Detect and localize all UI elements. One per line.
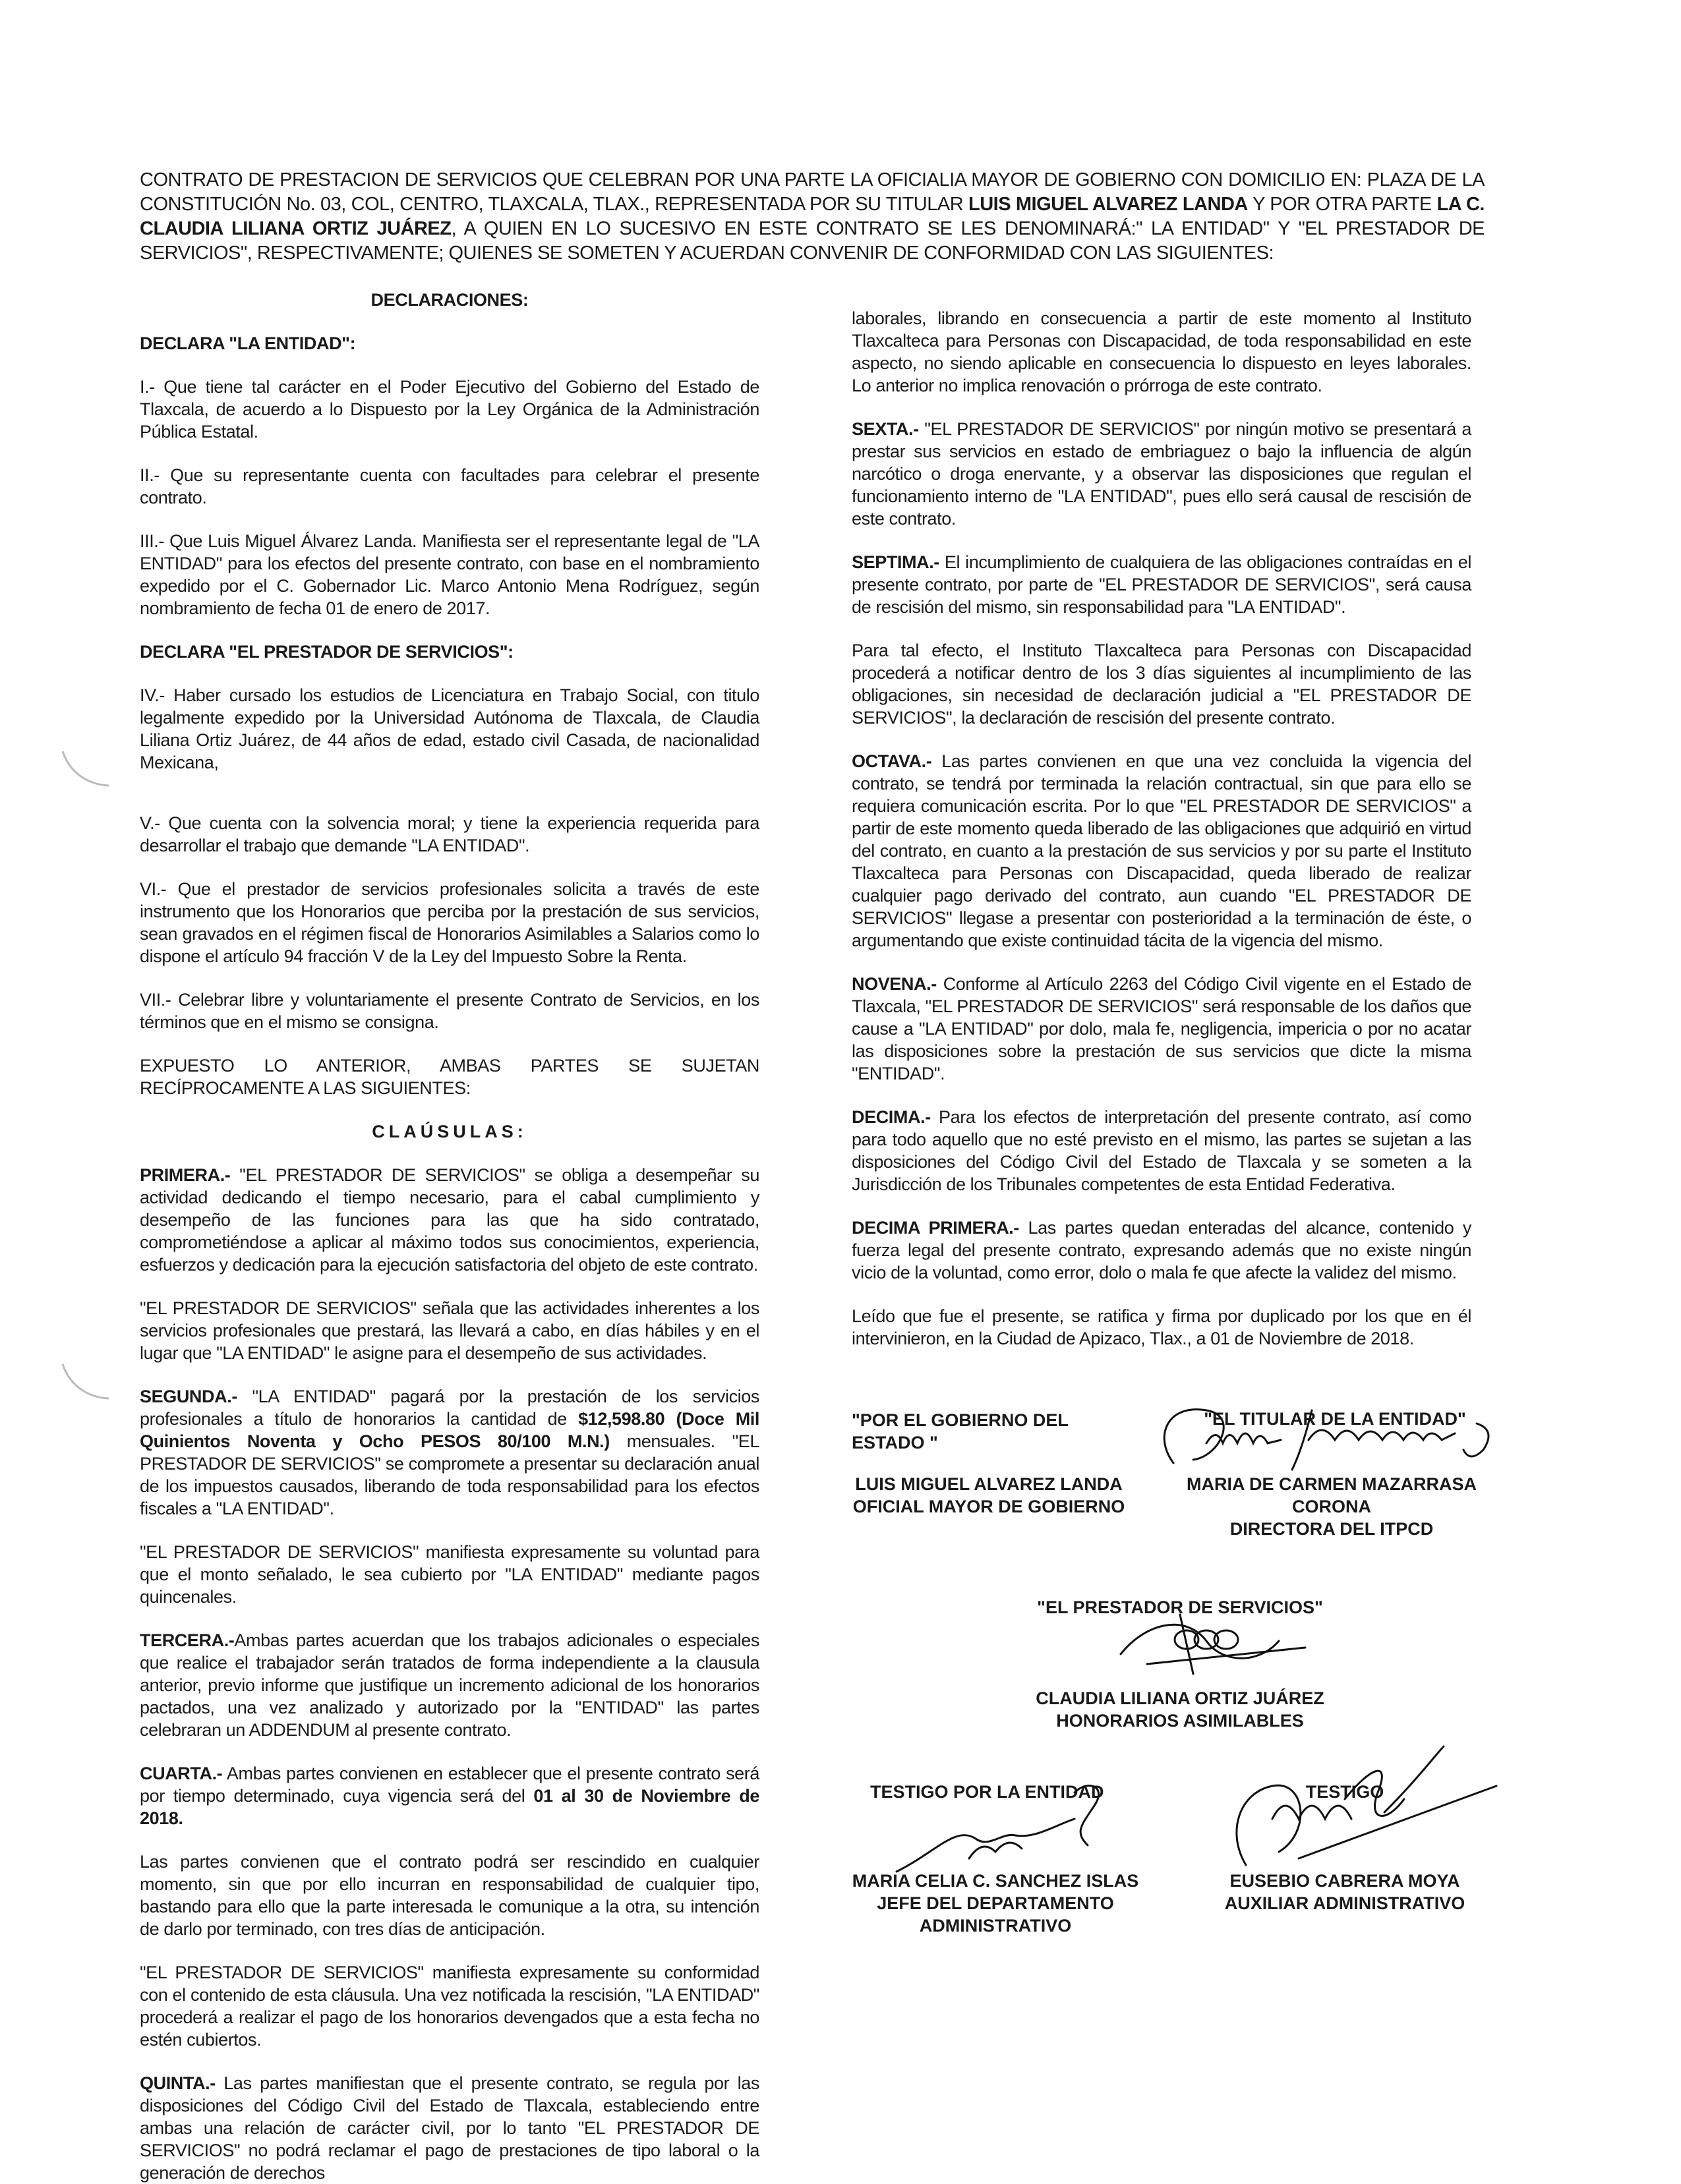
clause-cuarta-text-a: Ambas partes convienen en establecer que el presente contrato será por tiempo determinado, cuya vigencia será del (140, 1764, 759, 1806)
clause-decima-primera (852, 1217, 1471, 1284)
clause-novena (852, 973, 1471, 1085)
clause-tercera-text: Ambas partes acuerdan que los trabajos adicionales o especiales que realice el trabajador serán tratados de forma independiente a la clausula anterior, previo informe que justifique un incremento adicional de los honorarios pactados, una vez analizado y autorizado por la "ENTIDAD" las partes celebraran un ADDENDUM al presente contrato. (140, 1630, 759, 1740)
clause-sexta (852, 418, 1471, 530)
testigo1-name: MARIA CELIA C. SANCHEZ ISLAS (852, 1871, 1139, 1891)
clause-quinta (140, 2072, 759, 2184)
prestador-label-text: "EL PRESTADOR DE SERVICIOS" (1037, 1597, 1323, 1617)
clause-septima-heading: SEPTIMA.- (852, 552, 939, 572)
prestador-signature-block (1002, 1687, 1358, 1732)
prestador-title: HONORARIOS ASIMILABLES (1056, 1711, 1304, 1731)
contract-intro (140, 168, 1485, 266)
intro-bold-1: LUIS MIGUEL ALVAREZ LANDA (968, 194, 1248, 215)
declara-entidad-heading: DECLARA "LA ENTIDAD": (140, 333, 356, 353)
clause-cuarta-2: Las partes convienen que el contrato podrá ser rescindido en cualquier momento, sin que por ello incurran en responsabilidad de cualquier tipo, bastando para ello que la parte interesada le comunique a la otra, su intención de darlo por terminado, con tres días de anticipación. (140, 1852, 759, 1939)
clause-segunda-text-c: mensuales. "EL PRESTADOR DE SERVICIOS" se compromete a presentar su declaración anual de los impuestos causados, liberando de toda responsabilidad para los efectos fiscales a "LA ENTIDAD". (140, 1431, 759, 1518)
declaration-iii: III.- Que Luis Miguel Álvarez Landa. Manifiesta ser el representante legal de "LA ENTIDAD" para los efectos del presente contrato, con base en el nombramiento expedido por el C. Gobernador Lic. Marco Antonio Mena Rodríguez, según nombramiento de fecha 01 de enero de 2017. (140, 531, 759, 618)
left-column (140, 289, 759, 2184)
titular-signature-block (1180, 1473, 1483, 1540)
clause-decima-primera-heading: DECIMA PRIMERA.- (852, 1218, 1019, 1238)
scan-mark-1 (56, 745, 115, 797)
clause-septima-2: Para tal efecto, el Instituto Tlaxcalteca para Personas con Discapacidad procederá a notificar dentro de los 3 días siguientes al incumplimiento de las obligaciones, sin necesidad de declaración judicial a "EL PRESTADOR DE SERVICIOS", la declaración de rescisión del presente contrato. (852, 641, 1471, 728)
clause-segunda-2: "EL PRESTADOR DE SERVICIOS" manifiesta expresamente su voluntad para que el monto señalado, le sea cubierto por "LA ENTIDAD" mediante pagos quincenales. (140, 1542, 759, 1607)
gobierno-signature-block (844, 1473, 1134, 1518)
intro-text-2: Y POR OTRA PARTE (1247, 194, 1437, 215)
prestador-name: CLAUDIA LILIANA ORTIZ JUÁREZ (1036, 1688, 1324, 1708)
intro-text-1: CONTRATO DE PRESTACION DE SERVICIOS QUE CELEBRAN POR UNA PARTE LA OFICIALIA MAYOR DE GOBIERNO CON DOMICILIO EN: PLAZA DE LA CONSTITUCIÓN No. 03, COL, CENTRO, TLAXCALA, TLAX., REPRESENTADA POR SU TITULAR (140, 169, 1485, 215)
clause-quinta-continued: laborales, librando en consecuencia a partir de este momento al Instituto Tlaxcalteca para Personas con Discapacidad, de toda responsabilidad en este aspecto, no siendo aplicable en consecuencia lo dispuesto en leyes laborales. Lo anterior no implica renovación o prórroga de este contrato. (852, 308, 1471, 395)
clause-octava (852, 750, 1471, 952)
titular-signature-scribble (1147, 1384, 1516, 1483)
titular-title: DIRECTORA DEL ITPCD (1229, 1519, 1434, 1539)
declaration-iv: IV.- Haber cursado los estudios de Licenciatura en Trabajo Social, con titulo legalmente expedido por la Universidad Autónoma de Tlaxcala, de Claudia Liliana Ortiz Juárez, de 44 años de edad, estado civil Casada, de nacionalidad Mexicana, (140, 685, 759, 772)
declara-prestador-heading: DECLARA "EL PRESTADOR DE SERVICIOS": (140, 642, 514, 662)
testigo2-title: AUXILIAR ADMINISTRATIVO (1224, 1893, 1465, 1913)
titular-label-text: "EL TITULAR DE LA ENTIDAD" (1204, 1409, 1466, 1429)
right-column (852, 307, 1471, 1371)
testigo1-title-1: JEFE DEL DEPARTAMENTO (877, 1893, 1114, 1913)
clause-decima-heading: DECIMA.- (852, 1107, 931, 1127)
testigo2-signature-scribble (1220, 1740, 1510, 1885)
gobierno-title: OFICIAL MAYOR DE GOBIERNO (852, 1497, 1125, 1516)
clause-tercera-heading: TERCERA.- (140, 1630, 235, 1650)
testigo1-title-2: ADMINISTRATIVO (919, 1916, 1072, 1936)
gobierno-name: LUIS MIGUEL ALVAREZ LANDA (855, 1474, 1123, 1494)
clause-segunda-heading: SEGUNDA.- (140, 1387, 237, 1406)
clause-novena-heading: NOVENA.- (852, 974, 937, 994)
clause-cuarta-heading: CUARTA.- (140, 1764, 223, 1783)
clause-primera-2: "EL PRESTADOR DE SERVICIOS" señala que las actividades inherentes a los servicios profesionales que prestará, las llevará a cabo, en días hábiles y en el lugar que "LA ENTIDAD" le asigne para el desempeño de sus actividades. (140, 1298, 759, 1363)
clause-cuarta-3: "EL PRESTADOR DE SERVICIOS" manifiesta expresamente su conformidad con el contenido de esta cláusula. Una vez notificada la rescisión, "LA ENTIDAD" procederá a realizar el pago de los honorarios devengados que a esta fecha no estén cubiertos. (140, 1963, 759, 2050)
declaration-i: I.- Que tiene tal carácter en el Poder Ejecutivo del Gobierno del Estado de Tlaxcala, de acuerdo a lo Dispuesto por la Ley Orgánica de la Administración Pública Estatal. (140, 377, 759, 442)
clause-quinta-heading: QUINTA.- (140, 2073, 216, 2093)
clause-octava-heading: OCTAVA.- (852, 751, 932, 771)
clause-septima-text: El incumplimiento de cualquiera de las obligaciones contraídas en el presente contrato, por parte de "EL PRESTADOR DE SERVICIOS", será causa de rescisión del mismo, sin responsabilidad para "LA ENTIDAD". (852, 552, 1471, 617)
clause-sexta-heading: SEXTA.- (852, 419, 919, 439)
clause-octava-text: Las partes convienen en que una vez concluida la vigencia del contrato, se tendrá por terminada la relación contractual, sin que para ello se requiera comunicación escrita. Por lo que "EL PRESTADOR DE SERVICIOS" a partir de este momento queda liberado de las obligaciones que adquirió en virtud del contrato, en cuanto a la prestación de sus servicios y por su parte el Instituto Tlaxcalteca para Personas con Discapacidad, queda liberado de realizar cualquier pago derivado del contrato, aun cuando "EL PRESTADOR DE SERVICIOS" llegase a presentar con posterioridad a la terminación de éste, o argumentando que existe continuidad tácita de la vigencia del mismo. (852, 751, 1471, 950)
clause-decima (852, 1106, 1471, 1195)
testigo2-label-text: TESTIGO (1305, 1782, 1384, 1802)
intro-text-3: , A QUIEN EN LO SUCESIVO EN ESTE CONTRATO SE LES DENOMINARÁ:" LA ENTIDAD" Y "EL PRESTADOR DE SERVICIOS", RESPECTIVAMENTE; QUIENES SE SOMETEN Y ACUERDAN CONVENIR DE CONFORMIDAD CON LAS SIGUIENTES: (140, 218, 1485, 264)
clause-primera-text: "EL PRESTADOR DE SERVICIOS" se obliga a desempeñar su actividad dedicando el tiempo necesario, para el cabal cumplimiento y desempeño de las funciones para las que ha sido contratado, comprometiéndose a aplicar al máximo todos sus conocimientos, experiencia, esfuerzos y dedicación para la ejecución satisfactoria del objeto de este contrato. (140, 1165, 759, 1275)
gobierno-label (852, 1409, 1129, 1454)
clause-cuarta-dates: 01 al 30 de Noviembre de 2018. (140, 1786, 759, 1828)
expuesto-paragraph: EXPUESTO LO ANTERIOR, AMBAS PARTES SE SUJETAN RECÍPROCAMENTE A LAS SIGUIENTES: (140, 1056, 759, 1098)
testigo1-signature-scribble (857, 1773, 1167, 1885)
clausulas-heading: CLAÚSULAS: (372, 1122, 527, 1141)
declaration-ii: II.- Que su representante cuenta con facultades para celebrar el presente contrato. (140, 465, 759, 507)
prestador-signature-scribble (1107, 1601, 1332, 1681)
clause-segunda-amount: $12,598.80 (Doce Mil Quinientos Noventa y Ocho PESOS 80/100 M.N.) (140, 1409, 759, 1451)
declaration-vi: VI.- Que el prestador de servicios profesionales solicita a través de este instrumento que los Honorarios que perciba por la prestación de sus servicios, sean gravados en el régimen fiscal de Honorarios Asimilables a Salarios como lo dispone el artículo 94 fracción V de la Ley del Impuesto Sobre la Renta. (140, 879, 759, 966)
clause-cuarta (140, 1762, 759, 1829)
closing-paragraph: Leído que fue el presente, se ratifica y firma por duplicado por los que en él intervinieron, en la Ciudad de Apizaco, Tlax., a 01 de Noviembre de 2018. (852, 1306, 1471, 1348)
clause-decima-text: Para los efectos de interpretación del presente contrato, así como para todo aquello que no esté previsto en el mismo, las partes se sujetan a las disposiciones del Código Civil del Estado de Tlaxcala y se someten a la Jurisdicción de los Tribunales competentes de esta Entidad Federativa. (852, 1107, 1471, 1194)
clause-decima-primera-text: Las partes quedan enteradas del alcance, contenido y fuerza legal del presente contrato, expresando además que no existe ningún vicio de la voluntad, como error, dolo o mala fe que afecte la validez del mismo. (852, 1218, 1471, 1282)
gobierno-label-text: "POR EL GOBIERNO DEL ESTADO " (852, 1410, 1069, 1452)
declaration-v: V.- Que cuenta con la solvencia moral; y tiene la experiencia requerida para desarrollar el trabajo que demande "LA ENTIDAD". (140, 813, 759, 855)
clause-tercera (140, 1629, 759, 1741)
testigo2-name: EUSEBIO CABRERA MOYA (1229, 1871, 1460, 1891)
intro-bold-2: LA C. CLAUDIA LILIANA ORTIZ JUÁREZ (140, 194, 1485, 239)
titular-name-2: CORONA (1292, 1497, 1371, 1516)
testigo1-label-text: TESTIGO POR LA ENTIDAD (870, 1782, 1104, 1802)
clause-septima (852, 551, 1471, 618)
declaration-vii: VII.- Celebrar libre y voluntariamente el presente Contrato de Servicios, en los términos que en el mismo se consigna. (140, 990, 759, 1032)
scan-mark-2 (56, 1358, 115, 1410)
clause-primera-heading: PRIMERA.- (140, 1165, 231, 1185)
clause-primera (140, 1164, 759, 1276)
clause-quinta-text: Las partes manifiestan que el presente contrato, se regula por las disposiciones del Código Civil del Estado de Tlaxcala, estableciendo entre ambas una relación de carácter civil, por lo tanto "EL PRESTADOR DE SERVICIOS" no podrá reclamar el pago de prestaciones de tipo laboral o la generación de derechos (140, 2073, 759, 2183)
clause-segunda-text-a: "LA ENTIDAD" pagará por la prestación de los servicios profesionales a título de honorarios la cantidad de (140, 1387, 759, 1429)
declaraciones-heading: DECLARACIONES: (370, 290, 529, 310)
titular-name-1: MARIA DE CARMEN MAZARRASA (1187, 1474, 1477, 1494)
clause-novena-text: Conforme al Artículo 2263 del Código Civil vigente en el Estado de Tlaxcala, "EL PRESTADOR DE SERVICIOS" será responsable de los daños que cause a "LA ENTIDAD" por dolo, mala fe, negligencia, impericia o por no acatar las disposiciones sobre la prestación de sus servicios que dicte la misma "ENTIDAD". (852, 974, 1471, 1083)
clause-sexta-text: "EL PRESTADOR DE SERVICIOS" por ningún motivo se presentará a prestar sus servicios en estado de embriaguez o bajo la influencia de algún narcótico o droga enervante, y a observar las disposiciones que regulan el funcionamiento interno de "LA ENTIDAD", pues ello será causal de rescisión de este contrato. (852, 419, 1471, 529)
clause-segunda (140, 1385, 759, 1520)
